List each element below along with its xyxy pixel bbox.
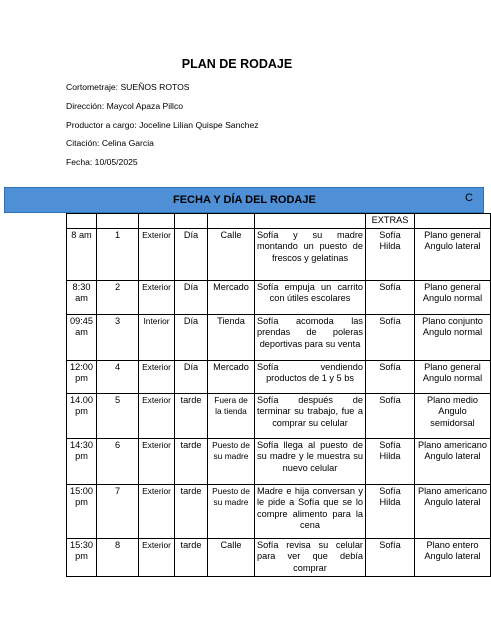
time-cell: 09:45 am	[67, 314, 97, 360]
day-time-cell: Día	[175, 228, 208, 280]
day-time-cell: Día	[175, 360, 208, 393]
place-cell: Fuera de la tienda	[208, 393, 255, 438]
scene-cell: 8	[97, 538, 139, 576]
header-cell	[255, 214, 366, 229]
shooting-schedule-table	[66, 213, 491, 577]
location-type-cell: Exterior	[139, 360, 175, 393]
header-cell	[208, 214, 255, 229]
document-title: PLAN DE RODAJE	[181, 57, 293, 71]
place-cell: Calle	[208, 228, 255, 280]
scene-cell: 7	[97, 484, 139, 538]
cast-cell: Sofía	[366, 280, 415, 314]
time-cell: 14:30 pm	[67, 438, 97, 484]
cast-cell: Sofía	[366, 393, 415, 438]
table-row	[67, 314, 491, 360]
place-cell: Calle	[208, 538, 255, 576]
cast-cell: Sofía Hilda	[366, 228, 415, 280]
location-type-cell: Exterior	[139, 484, 175, 538]
shot-cell: Plano entero Angulo lateral	[415, 538, 491, 576]
time-cell: 8 am	[67, 228, 97, 280]
table-row	[67, 484, 491, 538]
scene-cell: 2	[97, 280, 139, 314]
location-type-cell: Exterior	[139, 280, 175, 314]
location-type-cell: Interior	[139, 314, 175, 360]
cast-cell: Sofía	[366, 538, 415, 576]
table-row	[67, 228, 491, 280]
location-type-cell: Exterior	[139, 393, 175, 438]
place-cell: Tienda	[208, 314, 255, 360]
header-cell	[175, 214, 208, 229]
place-cell: Puesto de su madre	[208, 438, 255, 484]
table-row	[67, 360, 491, 393]
description-cell: Madre e hija conversan y le pide a Sofía que se lo compre alimento para la cena	[255, 484, 366, 538]
scene-cell: 3	[97, 314, 139, 360]
description-cell: Sofía y su madre montando un puesto de frescos y gelatinas	[255, 228, 366, 280]
shot-cell: Plano general Angulo lateral	[415, 228, 491, 280]
location-type-cell: Exterior	[139, 438, 175, 484]
scene-cell: 4	[97, 360, 139, 393]
location-type-cell: Exterior	[139, 228, 175, 280]
time-cell: 14.00 pm	[67, 393, 97, 438]
shot-cell: Plano medio Angulo semidorsal	[415, 393, 491, 438]
table-row	[67, 438, 491, 484]
time-cell: 8:30 am	[67, 280, 97, 314]
description-cell: Sofía acomoda las prendas de poleras deportivas para su venta	[255, 314, 366, 360]
description-cell: Sofía revisa su celular para ver que debía comprar	[255, 538, 366, 576]
description-cell: Sofía llega al puesto de su madre y le muestra su nuevo celular	[255, 438, 366, 484]
table-row	[67, 393, 491, 438]
cast-cell: Sofía Hilda	[366, 438, 415, 484]
day-time-cell: Día	[175, 280, 208, 314]
scene-cell: 5	[97, 393, 139, 438]
table-body	[67, 214, 491, 577]
header-cell	[67, 214, 97, 229]
cast-cell: Sofía	[366, 360, 415, 393]
location-type-cell: Exterior	[139, 538, 175, 576]
table-row	[67, 538, 491, 576]
header-cell	[139, 214, 175, 229]
day-time-cell: tarde	[175, 438, 208, 484]
time-cell: 15:00 pm	[67, 484, 97, 538]
meta-short-film: Cortometraje: SUEÑOS ROTOS	[66, 82, 190, 92]
header-cell	[415, 214, 491, 229]
meta-call-time: Citación: Celina Garcia	[66, 138, 154, 148]
cast-cell: Sofía Hilda	[366, 484, 415, 538]
time-cell: 12:00pm	[67, 360, 97, 393]
header-cell	[97, 214, 139, 229]
shot-cell: Plano americano Angulo lateral	[415, 438, 491, 484]
table-row	[67, 280, 491, 314]
place-cell: Mercado	[208, 280, 255, 314]
meta-producer: Productor a cargo: Joceline Lilian Quispe Sanchez	[66, 120, 259, 130]
shot-cell: Plano conjunto Angulo normal	[415, 314, 491, 360]
time-cell: 15:30 pm	[67, 538, 97, 576]
header-cell-extras: EXTRAS	[366, 214, 415, 229]
meta-director: Dirección: Maycol Apaza Pillco	[66, 101, 184, 111]
day-time-cell: tarde	[175, 484, 208, 538]
scene-cell: 6	[97, 438, 139, 484]
day-time-cell: tarde	[175, 393, 208, 438]
shot-cell: Plano general Angulo normal	[415, 360, 491, 393]
description-cell: Sofía empuja un carrito con útiles escolares	[255, 280, 366, 314]
shooting-date-banner: FECHA Y DÍA DEL RODAJE	[4, 187, 484, 213]
shot-cell: Plano americano Angulo lateral	[415, 484, 491, 538]
shot-cell: Plano general Angulo normal	[415, 280, 491, 314]
description-cell: Sofía después de terminar su trabajo, fue a comprar su celular	[255, 393, 366, 438]
place-cell: Puesto de su madre	[208, 484, 255, 538]
banner-clipped-text: C	[465, 192, 473, 204]
description-cell: Sofía vendiendo productos de 1 y 5 bs	[255, 360, 366, 393]
meta-date: Fecha: 10/05/2025	[66, 157, 138, 167]
scene-cell: 1	[97, 228, 139, 280]
day-time-cell: tarde	[175, 538, 208, 576]
place-cell: Mercado	[208, 360, 255, 393]
table-header-row	[67, 214, 491, 229]
day-time-cell: Día	[175, 314, 208, 360]
cast-cell: Sofía	[366, 314, 415, 360]
